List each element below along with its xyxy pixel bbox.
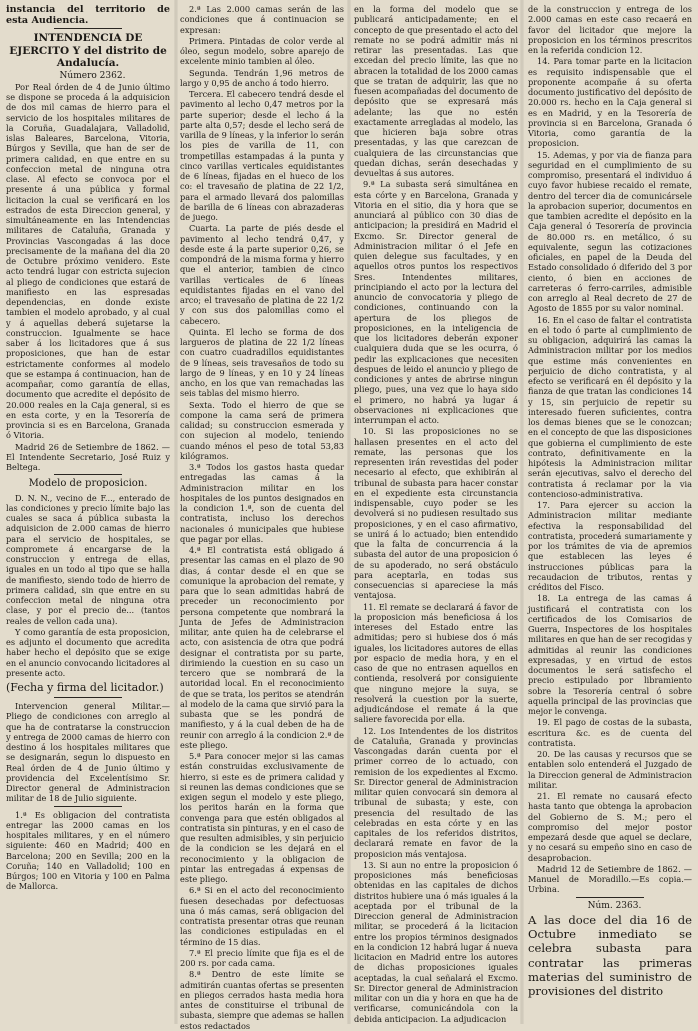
condition-1: 1.ª Es obligacion del contratista entregar las 2000 camas en los hospitales militares, y en el número siguiente: 460 en Madrid; 400 en Barcelona; 200 en Sevilla; 200 en la Coruña; 140 en Valladolid; 100 en Búrgos; 100 en Vitoria y 100 en Palma de Mallorca. (6, 809, 170, 892)
divider-rule (54, 28, 123, 29)
section-title-intendencia: INTENDENCIA DE EJERCITO Y del distrito de Andalucía. (9, 32, 167, 69)
column-4 (528, 4, 692, 1022)
announcement-number-2362: Número 2362. (59, 70, 126, 81)
condition-paragraph: 11. El remate se declarará á favor de la proposicion más beneficiosa á los intereses del Estado entre las admitidas; pero si hubiese dos ó más iguales, los licitadores autores de ellas por espacio de media hora, y en el caso de que no entrasen aquellos en contienda, resolverá por consiguiente que ninguno mejore la suya, se resolverá la cuestion por la suerte, adjudicándose el remate á la que saliere favorecida por ella. (354, 601, 518, 725)
condition-paragraph: de la construccion y entrega de los 2.000 camas en este caso recaerá en favor del licitador que mejore la proposicion en los términos prescritos en la referida condicion 12. (528, 4, 692, 55)
announcement-number-2363: Núm. 2363. (587, 900, 642, 911)
condition-paragraph: Quinta. El lecho se forma de dos largueros de platina de 22 1/2 líneas con cuatro cuadradillos equidistantes de 9 líneas, seis travesaños de todo su largo de 9 líneas, y en 10 y 24 líneas ancho, en los que van remachadas las seis tablas del mismo hierro. (180, 326, 344, 399)
condition-paragraph: 21. El remate no causará efecto hasta tanto que obtenga la aprobacion del Gobierno de S. M.; pero el compromiso del mejor postor empezará desde que aquel se declare, y no cesará su empeño sino en caso de desaprobacion. (528, 791, 692, 863)
divider-rule (54, 806, 123, 807)
announcement-body: Por Real órden de 4 de Junio último se dispone se proceda á la adquisicion de dos mil camas de hierro para el servicio de los hospitales militares de la Coruña, Guadalajara, Valladolid, islas Baleares, Barcelona, Vitoria, Búrgos y Sevilla, que han de ser de primera calidad, en que entre en su confeccion metal de ninguna otra clase. Al efecto se convoca por el presente á una pública y formal licitacion la cual se verificará en los estrados de esta Direccion general, y simultáneamente en las Intendencias militares de Cataluña, Granada y Provincias Vascongadas á las doce precisamente de la mañana del dia 20 de Octubre próximo venidero. Este acto tendrá lugar con estricta sujecion al pliego de condiciones que estará de manifiesto en las espresadas dependencias, en donde existe tambien el modelo aprobado, y al cual y á aquellas deberá sujetarse la construccion. Igualmente se hace saber á los licitadores que á sus proposiciones, que han de estar estrictamente conformes al modelo que se estampa á continuacion, han de acompañar, como garantía de ellas, documento que acredite el depósito de 20.000 reales en la Caja general, si es en esta corte, y en la Tesorería de provincia si es en Barcelona, Granada ó Vitoria. (6, 81, 170, 441)
column-gutter-shadow (347, 0, 351, 1024)
condition-paragraph: Cuarta. La parte de piés desde el pavimento al lecho tendrá 0,47, y desde este á la parte superior 0,26, se compondrá de la misma forma y hierro que el anterior, tambien de cinco varillas verticales de 6 líneas equidistantes fijadas en el vano del arco; el travesaño de platina de 22 1/2 y con sus dos palomillas como el cabecero. (180, 223, 344, 326)
column-gutter-shadow (520, 0, 524, 1024)
condition-paragraph: 12. Los Intendentes de los distritos de Cataluña, Granada y provincias Vascongadas darán cuenta por el primer correo de lo actuado, con remision de los expedientes al Excmo. Sr. Director general de Administracion militar quien convocará sin demora al tribunal de subasta; y este, con presencia del resultado de las celebradas en esta córte y en las capitales de los referidos distritos, declarará remate en favor de la proposicion más ventajosa. (354, 725, 518, 859)
condition-paragraph: Tercera. El cabecero tendrá desde el pavimento al lecho 0,47 metros por la parte superior; desde el lecho á la parte alta 0,57; desde el lecho será de varilla de 9 líneas, y la inferior lo serán los pies de varilla de 11, con trompetillas estampadas á la punta y cinco varillas verticales equidistantes de 6 líneas, fijadas en el hueco de los co: el travesaño de platina de 22 1/2, para el armado llevará dos palomillas de barilla de 6 líneas con abrazaderas de juego. (180, 89, 344, 222)
condition-paragraph: 2.ª Las 2.000 camas serán de las condiciones que á continuacion se expresan: (180, 4, 344, 35)
model-signature-line: (Fecha y firma del licitador.) (6, 681, 164, 694)
condition-paragraph: 9.ª La subasta será simultánea en esta córte y en Barcelona, Granada y Vitoria en el sitio, dia y hora que se anunciará al público con 30 dias de anticipacion; la presidirá en Madrid el Excmo. Sr. Director general de Administracion militar ó el Jefe en quien delegue sus facultades, y en aquellos otros puntos los respectivos Sres. Intendentes militares, principiando el acto por la lectura del anuncio de convocatoria y pliego de condiciones, continuando con la apertura de los pliegos de proposiciones, en la inteligencia de que los licitadores deberán exponer cualquiera duda que se les ocurra, ó pedir las explicaciones que necesiten despues de leido el anuncio y pliego de condiciones y antes de abrirse ningun pliego, pues, una vez que lo haya sido el primero, no habrá ya lugar á observaciones ni explicaciones que interrumpan el acto. (354, 179, 518, 425)
condition-paragraph: Primera. Pintadas de color verde al óleo, segun modelo, sobre aparejo de excelente minio tambien al óleo. (180, 35, 344, 67)
announcement-date-signature: Madrid 12 de Setiembre de 1862. —Manuel de Moradillo.—Es copia.—Urbina. (528, 863, 692, 895)
model-body: D. N. N., vecino de F..., enterado de las condiciones y precio límite bajo las cuales se saca á pública subasta la adquisicion de 2.000 camas de hierro para el servicio de hospitales, se compromete á encargarse de la construccion y entrega de ellas, iguales en un todo al tipo que se halla de manifiesto, siendo todo de hierro de primera calidad, sin que entre en su confeccion metal de ninguna otra clase, y por el precio de... (tantos reales de vellon cada una). (6, 492, 170, 626)
condition-paragraph: 6.ª Si en el acto del reconocimiento fuesen desechadas por defectuosas una ó más camas, será obligacion del contratista presentar otras que reunan las condiciones estipuladas en el término de 15 dias. (180, 885, 344, 947)
condition-paragraph: 16. En el caso de faltar el contratista en el todo ó parte al cumplimiento de su obligacion, adquirirá las camas la Administracion militar por los medios que estime más convenientes en perjuicio de dicho contratista, y al efecto se verificará en él depósito y la fianza de que tratan las condiciones 14 y 15, sin perjuicio de repetir su interesado fueren suficientes, contra los demas bienes que se le conozcan; en el concepto de que las disposiciones que gobierna el cumplimiento de este contrato, definitivamente en la hipótesis la Administracion militar serán ejecutivas, salvo el derecho del contratista á reclamar por la via contencioso-administrativa. (528, 314, 692, 499)
column-gutter-shadow (174, 0, 178, 1024)
condition-paragraph: en la forma del modelo que se publicará anticipadamente; en el concepto de que presentado el acto del remate no se podrá admitir más ni retirar las presentadas. Las que excedan del precio límite, las que no abracen la totalidad de los 2000 camas que se tratan de adquirir, las que no fuesen acompañadas del documento de depósito que se expresará más adelante; las que no estén exactamente arregladas al modelo, las que hicieren baja sobre otras presentadas, y las que carezcan de cualquiera de las circunstancias que quedan dichas, serán desechadas y devueltas á sus autores. (354, 4, 518, 178)
condition-paragraph: 18. La entrega de las camas á justificará el contratista con los certificados de los Comisarios de Guerra, Inspectores de los hospitales militares en que han de ser recogidas y admitidas al reunir las condiciones expresadas, y en virtud de estos documentos le será satisfecho el precio estipulado por libramiento sobre la Tesorería central ó sobre aquella principal de las provincias que mejor le convenga. (528, 593, 693, 716)
condition-paragraph: Segunda. Tendrán 1,96 metros de largo y 0,95 de ancho á todo hierro. (180, 67, 344, 88)
condition-paragraph: 14. Para tomar parte en la licitacion es requisito indispensable que el proponente acompañe á su oferta documento justificativo del depósito de 20.000 rs. hecho en la Caja general si es en Madrid, y en la Tesorería de provincia si en Barcelona, Granada ó Vitoria, como garantía de la proposicion. (528, 56, 692, 149)
condition-paragraph: 8.ª Dentro de este límite se admitirán cuantas ofertas se presenten en pliegos cerrados hasta media hora antes de constituirse el tribunal de subasta, siempre que ademas se hallen estos redactados (180, 969, 344, 1031)
column-3 (354, 4, 518, 1022)
condition-paragraph: 3.ª Todos los gastos hasta quedar entregadas las camas á la Administracion militar en los hospitales de los puntos designados en la condicion 1.ª, son de cuenta del contratista, incluso los derechos nacionales ó municipales que hubiese que pagar por ellas. (180, 462, 344, 544)
announcement-date-signature: Madrid 26 de Setiembre de 1862. —El Intendente Secretario, José Ruiz y Beltega. (6, 441, 170, 472)
condition-paragraph: 19. El pago de costas de la subasta, escritura &c. es de cuenta del contratista. (528, 717, 692, 748)
column-2 (180, 4, 345, 1031)
column-1-continuation: instancia del territorio de esta Audiencia. (6, 4, 170, 26)
column-1 (6, 4, 170, 1022)
condition-paragraph: Sexta. Todo el hierro de que se compone la cama será de primera calidad; su construccion esmerada y con sujecion al modelo, teniendo cuando ménos el peso de total 53,83 kilógramos. (180, 399, 344, 461)
conditions-intro: Intervencion general Militar.— Pliego de condiciones con arreglo al que ha de contratarse la construccion y entrega de 2000 camas de hierro con destino á los hospitales militares que se designarán, segun lo dispuesto en Real órden de 4 de Junio último y providencia del Excelentísimo Sr. Director general de Administracion militar de 18 de Julio siguiente. (6, 701, 170, 804)
condition-paragraph: 4.ª El contratista está obligado á presentar las camas en el plazo de 90 dias, á contar desde el en que se comunique la aprobacion del remate, y para que lo sean admitidas habrá de preceder un reconocimiento por persona competente que nombrará la Junta de Jefes de Administracion militar, ante quien ha de celebrarse el acto, con asistencia de otra que podrá designar el contratista por su parte, dirimiendo la cuestion en su caso un tercero que se nombrará de la autoridad local. En el reconocimiento de que se trata, los peritos se atendrán al modelo de la cama que sirvió para la subasta que se les pondrá de manifiesto, y á la cual deben de ha de reunir con arreglo á la condicion 2.ª de este pliego. (180, 545, 344, 750)
condition-paragraph: 13. Si aun no entre la proposicion ó proposiciones más beneficiosas obtenidas en las capitales de dichos distritos hubiere una ó más iguales á la aceptada por el tribunal de la Direccion general de Administracion militar, se procederá á la licitacion entre los propios términos designados en la condicion 12 habrá lugar á nueva licitacion en Madrid entre los autores de dichas proposiciones iguales aceptadas, la cual señalará el Excmo. Sr. Director general de Administracion militar con un dia y hora en que ha de verificarse, comunicándola con la debida anticipacion. La adjudicacion (354, 859, 518, 1024)
condition-paragraph: 5.ª Para conocer mejor si las camas están construidas exclusivamente de hierro, si este es de primera calidad y si reunen las demas condiciones que se exigen segun el modelo y este pliego, los peritos harán en la forma que convenga para que estén obligados al contratista sin pinturas, y en el caso de que resulten admisibles, y sin perjuicio de la condicion se les dejará en el reconocimiento y la obligacion de pintar las entregadas á expensas de este pliego. (180, 751, 345, 884)
condition-paragraph: 7.ª El precio límite que fija es el de 200 rs. por cada cama. (180, 947, 344, 968)
divider-rule (576, 897, 645, 898)
divider-rule (54, 697, 123, 698)
model-title: Modelo de proposicion. (28, 478, 148, 490)
model-body-guarantee: Y como garantía de esta proposicion, es adjunto el documento que acredita haber hecho el depósito que se exige en el anuncio convocando licitadores al presente acto. (6, 626, 170, 678)
condition-paragraph: 17. Para ejercer su accion la Administracion militar mediante efectiva la responsabilidad del contratista, procederá sumariamente y por los trámites de via de apremios que establecen las leyes é instrucciones públicas para la recaudacion de tributos, rentas y créditos del Fisco. (528, 500, 692, 592)
condition-paragraph: 20. De las causas y recursos que se entablen solo entenderá el Juzgado de la Direccion general de Administracion militar. (528, 749, 692, 790)
condition-paragraph: 15. Ademas, y por via de fianza para seguridad en el cumplimiento de su compromiso, presentará el individuo á cuyo favor hubiese recaido el remate, dentro del tercer dia de comunicársele la aprobacion superior, documentos en que tambien acredite el depósito en la Caja general ó Tesorería de provincia de 80.000 rs. en metálico, ó su equivalente, segun las cotizaciones oficiales, en papel de la Deuda del Estado consolidado ó diferido del 3 por ciento, ó bien en acciones de carreteras ó ferro-carriles, admisible con arreglo al Real decreto de 27 de Agosto de 1855 por su valor nominal. (528, 149, 692, 314)
condition-paragraph: 10. Si las proposiciones no se hallasen presentes en el acto del remate, las personas que los representen irán revestidas del poder necesario al efecto, que exhibirán al tribunal de subasta para hacer constar en el expediente esta circunstancia indispensable, cuyo poder se les devolverá si no pudiesen resultado sus proposiciones, y en el caso afirmativo, se unirá á lo actuado; bien entendido que la falta de concurrencia á la subasta del autor de una proposicion ó de su apoderado, no será obstáculo para aceptarla, en todas sus consecuencias si apareciese la más ventajosa. (354, 426, 518, 601)
divider-rule (54, 474, 123, 475)
subasta-notice: A las doce del dia 16 de Octubre inmediato se celebra subasta para contratar las primeras materias del suministro de provisiones del distrito (528, 912, 692, 999)
